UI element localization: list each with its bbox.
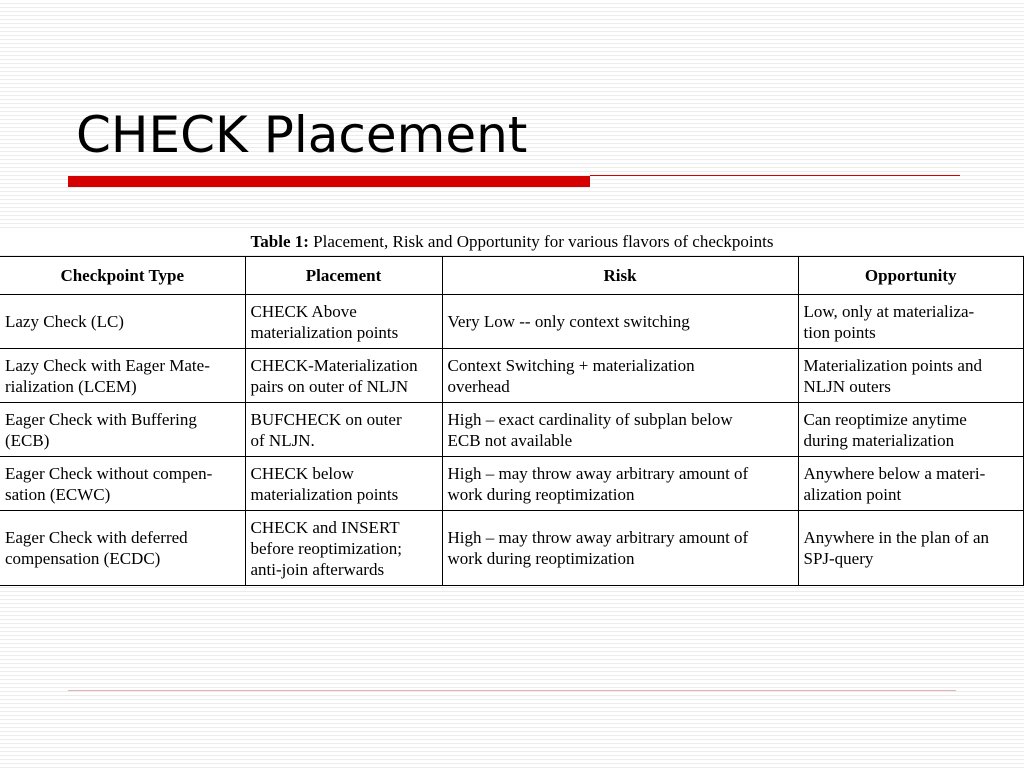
title-underline-thick [68, 176, 590, 187]
cell-line: during materialization [803, 430, 955, 450]
cell-line: Low, only at materializa- [803, 301, 975, 321]
cell-placement [245, 457, 442, 511]
table-row [0, 403, 1024, 457]
cell-risk [442, 295, 798, 349]
cell-checkpoint-type [0, 295, 245, 349]
cell-line: work during reoptimization [447, 484, 635, 504]
cell-line: Context Switching + materialization [447, 355, 695, 375]
cell-line: sation (ECWC) [5, 484, 111, 504]
cell-placement [245, 349, 442, 403]
cell-line: SPJ-query [803, 549, 874, 568]
cell-line: before reoptimization; [250, 538, 403, 558]
header-checkpoint-type: Checkpoint Type [0, 257, 245, 295]
title-underline-thin [590, 175, 960, 176]
cell-line: compensation (ECDC) [5, 549, 161, 568]
cell-line: High – may throw away arbitrary amount of [447, 463, 749, 483]
cell-line: Anywhere below a materi- [803, 463, 986, 483]
table-row [0, 295, 1024, 349]
cell-line: Eager Check with Buffering [5, 409, 197, 429]
cell-line: Very Low -- only context switching [447, 312, 690, 331]
cell-line: overhead [447, 376, 510, 396]
cell-line: Eager Check with deferred [5, 528, 188, 547]
cell-line: ECB not available [447, 430, 573, 450]
table-caption [0, 230, 1024, 254]
cell-risk [442, 403, 798, 457]
cell-line: NLJN outers [803, 376, 891, 396]
cell-opportunity [798, 295, 1024, 349]
cell-opportunity [798, 511, 1024, 586]
header-placement: Placement [245, 257, 442, 295]
cell-line: High – exact cardinality of subplan below [447, 409, 733, 429]
cell-opportunity [798, 349, 1024, 403]
cell-placement [245, 295, 442, 349]
cell-opportunity [798, 457, 1024, 511]
cell-line: BUFCHECK on outer [250, 409, 402, 429]
table-row [0, 349, 1024, 403]
cell-line: materialization points [250, 484, 399, 504]
cell-line: CHECK below [250, 463, 354, 483]
footer-divider [68, 690, 956, 691]
cell-line: work during reoptimization [447, 549, 635, 568]
cell-line: Lazy Check (LC) [5, 312, 124, 331]
cell-line: Anywhere in the plan of an [803, 528, 990, 547]
cell-checkpoint-type [0, 349, 245, 403]
cell-line: alization point [803, 484, 902, 504]
cell-line: rialization (LCEM) [5, 376, 137, 396]
table-row [0, 457, 1024, 511]
table-row [0, 511, 1024, 586]
cell-line: Eager Check without compen- [5, 463, 213, 483]
header-risk: Risk [442, 257, 798, 295]
cell-line: High – may throw away arbitrary amount of [447, 528, 749, 547]
cell-line: Lazy Check with Eager Mate- [5, 355, 210, 375]
cell-placement [245, 403, 442, 457]
cell-checkpoint-type [0, 511, 245, 586]
cell-risk [442, 511, 798, 586]
table-header-row [0, 257, 1024, 295]
cell-line: anti-join afterwards [250, 559, 385, 579]
table-caption-label: Table 1: [250, 232, 309, 251]
cell-line: (ECB) [5, 430, 50, 450]
cell-checkpoint-type [0, 457, 245, 511]
cell-line: materialization points [250, 322, 399, 342]
cell-opportunity [798, 403, 1024, 457]
table-caption-text: Placement, Risk and Opportunity for various flavors of checkpoints [308, 232, 774, 251]
cell-line: CHECK-Materialization [250, 355, 418, 375]
header-opportunity: Opportunity [798, 257, 1024, 295]
cell-line: pairs on outer of NLJN [250, 376, 409, 396]
cell-line: of NLJN. [250, 430, 315, 450]
cell-line: CHECK and INSERT [250, 517, 400, 537]
cell-checkpoint-type [0, 403, 245, 457]
cell-line: tion points [803, 322, 876, 342]
slide-title: CHECK Placement [76, 106, 528, 164]
cell-risk [442, 457, 798, 511]
cell-line: Can reoptimize anytime [803, 409, 967, 429]
cell-placement [245, 511, 442, 586]
cell-risk [442, 349, 798, 403]
cell-line: CHECK Above [250, 301, 357, 321]
cell-line: Materialization points and [803, 355, 982, 375]
checkpoint-table [0, 256, 1024, 586]
